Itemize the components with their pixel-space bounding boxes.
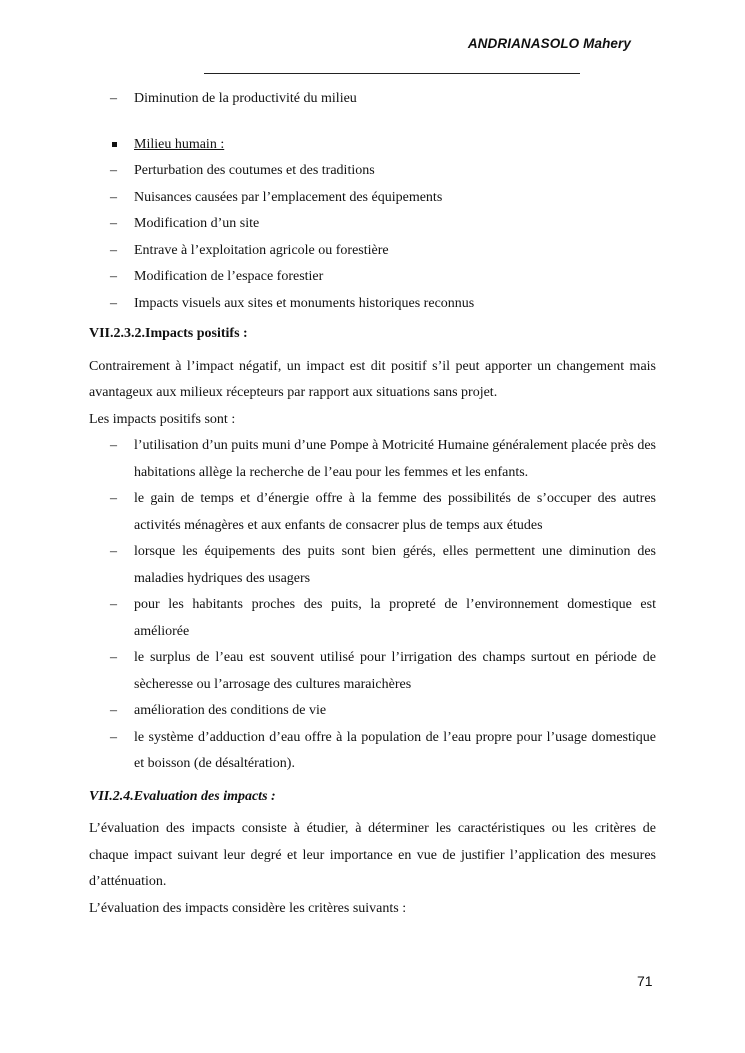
dash-bullet: – <box>110 242 117 258</box>
list-item: – le surplus de l’eau est souvent utilisé pour l’irrigation des champs surtout en période de sècheresse ou l’arrosage des cultures maraichères <box>89 645 656 698</box>
page-content <box>89 86 656 922</box>
impacts-positifs-list <box>89 433 656 778</box>
impacts-positifs-intro: Contrairement à l’impact négatif, un impact est dit positif s’il peut apporter un changement mais avantageux aux milieux récepteurs par rapport aux situations sans projet. <box>89 358 656 400</box>
list-item: – l’utilisation d’un puits muni d’une Pompe à Motricité Humaine généralement placée près des habitations allège la recherche de l’eau pour les femmes et les enfants. <box>89 433 656 486</box>
impacts-positifs-heading: VII.2.3.2.Impacts positifs : <box>89 326 248 341</box>
continuation-list <box>89 86 656 113</box>
milieu-humain-heading <box>89 132 656 159</box>
dash-bullet: – <box>110 269 117 284</box>
impacts-positifs-list-intro: Les impacts positifs sont : <box>89 411 236 427</box>
dash-bullet: – <box>110 91 117 106</box>
dash-bullet: – <box>110 544 117 559</box>
list-item: – le gain de temps et d’énergie offre à la femme des possibilités de s’occuper des autres activités ménagères et aux enfants de consacrer plus de temps aux études <box>89 486 656 539</box>
milieu-humain-list <box>89 158 656 317</box>
square-bullet-icon <box>112 142 117 147</box>
evaluation-heading: VII.2.4.Evaluation des impacts : <box>89 788 276 804</box>
dash-bullet: – <box>110 703 117 718</box>
list-item: – Nuisances causées par l’emplacement des équipements <box>89 185 656 212</box>
milieu-humain-label: Milieu humain : <box>134 136 225 152</box>
dash-bullet: – <box>110 438 117 453</box>
evaluation-criteria-intro: L’évaluation des impacts considère les critères suivants : <box>89 900 407 916</box>
list-item: – Modification de l’espace forestier <box>89 264 656 291</box>
header-rule <box>204 73 580 74</box>
evaluation-intro: L’évaluation des impacts consiste à étudier, à déterminer les caractéristiques ou les critères de chaque impact suivant leur degré et leur importance en vue de justifier l’application des mesures d’atténuation. <box>89 821 656 889</box>
list-item: – lorsque les équipements des puits sont bien gérés, elles permettent une diminution des maladies hydriques des usagers <box>89 539 656 592</box>
list-item: – le système d’adduction d’eau offre à la population de l’eau propre pour l’usage domestique et boisson (de désaltération). <box>89 725 656 778</box>
list-item: – Entrave à l’exploitation agricole ou forestière <box>89 238 656 265</box>
list-item: – Perturbation des coutumes et des traditions <box>89 158 656 185</box>
header-author: ANDRIANASOLO Mahery <box>467 36 631 51</box>
list-item: – pour les habitants proches des puits, la propreté de l’environnement domestique est améliorée <box>89 592 656 645</box>
dash-bullet: – <box>110 491 117 506</box>
dash-bullet: – <box>110 216 117 231</box>
list-item: – amélioration des conditions de vie <box>89 698 656 725</box>
list-item: – Diminution de la productivité du milieu <box>89 86 656 113</box>
dash-bullet: – <box>110 189 117 205</box>
dash-bullet: – <box>110 650 117 665</box>
dash-bullet: – <box>110 729 117 745</box>
dash-bullet: – <box>110 597 117 612</box>
list-item: – Impacts visuels aux sites et monuments historiques reconnus <box>89 291 656 318</box>
page-number: 71 <box>637 973 653 989</box>
dash-bullet: – <box>110 295 117 311</box>
dash-bullet: – <box>110 163 117 178</box>
list-item: – Modification d’un site <box>89 211 656 238</box>
